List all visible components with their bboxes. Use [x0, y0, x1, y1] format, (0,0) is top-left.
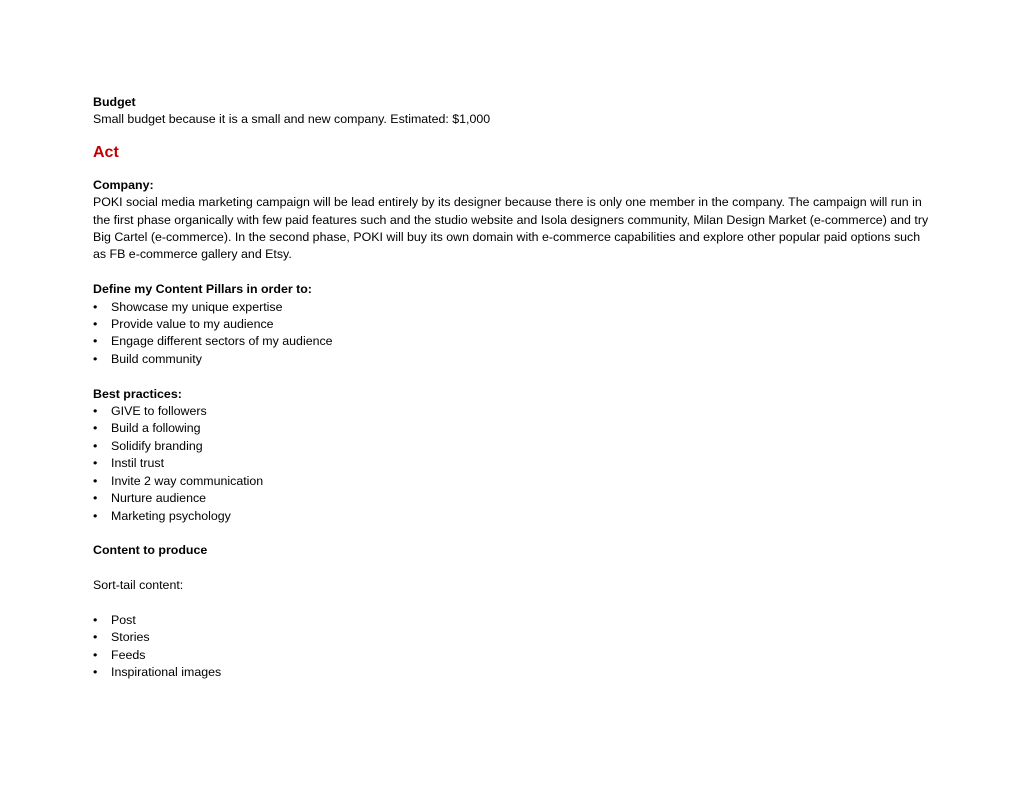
- list-item-text: Engage different sectors of my audience: [111, 334, 333, 349]
- bullet-icon: •: [93, 630, 98, 645]
- pillars-heading: Define my Content Pillars in order to:: [93, 282, 312, 297]
- bullet-icon: •: [93, 404, 98, 419]
- list-item-text: Showcase my unique expertise: [111, 299, 283, 314]
- list-item-text: Stories: [111, 630, 150, 645]
- company-heading: Company:: [93, 177, 154, 192]
- budget-text: Small budget because it is a small and new company. Estimated: $1,000: [93, 112, 491, 127]
- content-list: [93, 612, 933, 682]
- bullet-icon: •: [93, 351, 98, 366]
- spacer: [93, 264, 933, 281]
- list-item: [93, 612, 933, 629]
- spacer: [93, 595, 933, 612]
- list-item-text: Instil trust: [111, 456, 165, 471]
- list-item-text: Nurture audience: [111, 491, 207, 506]
- practices-list: [93, 403, 933, 525]
- list-item-text: Invite 2 way communication: [111, 473, 264, 488]
- list-item: [93, 455, 933, 472]
- bullet-icon: •: [93, 456, 98, 471]
- list-item-text: Build a following: [111, 421, 201, 436]
- list-item: [93, 351, 933, 368]
- list-item-text: Solidify branding: [111, 438, 203, 453]
- list-item: [93, 420, 933, 437]
- list-item-text: Feeds: [111, 647, 146, 662]
- list-item: [93, 490, 933, 507]
- spacer: [93, 525, 933, 542]
- list-item-text: Provide value to my audience: [111, 317, 274, 332]
- bullet-icon: •: [93, 647, 98, 662]
- list-item-text: Build community: [111, 351, 202, 366]
- list-item: [93, 473, 933, 490]
- bullet-icon: •: [93, 421, 98, 436]
- practices-heading: Best practices:: [93, 386, 182, 401]
- spacer: [93, 560, 933, 577]
- list-item: [93, 664, 933, 681]
- bullet-icon: •: [93, 491, 98, 506]
- content-subheading: Sort-tail content:: [93, 578, 184, 593]
- list-item-text: GIVE to followers: [111, 404, 207, 419]
- bullet-icon: •: [93, 334, 98, 349]
- bullet-icon: •: [93, 299, 98, 314]
- list-item-text: Marketing psychology: [111, 508, 231, 523]
- content-heading: Content to produce: [93, 543, 208, 558]
- act-heading: Act: [93, 143, 119, 161]
- bullet-icon: •: [93, 508, 98, 523]
- bullet-icon: •: [93, 317, 98, 332]
- bullet-icon: •: [93, 473, 98, 488]
- budget-heading: Budget: [93, 95, 136, 109]
- spacer: [93, 368, 933, 385]
- pillars-list: [93, 299, 933, 369]
- list-item-text: Post: [111, 612, 136, 627]
- list-item: [93, 629, 933, 646]
- list-item: [93, 299, 933, 316]
- list-item: [93, 316, 933, 333]
- list-item-text: Inspirational images: [111, 665, 222, 680]
- bullet-icon: •: [93, 438, 98, 453]
- list-item: [93, 438, 933, 455]
- bullet-icon: •: [93, 665, 98, 680]
- company-text: POKI social media marketing campaign will be lead entirely by its designer because there is only one member in the company. The campaign will run in the first phase organically with few paid features such and the studio website and Isola designers community, Milan Design Market (e-commerce) and try Big Cartel (e-commerce). In the second phase, POKI will buy its own domain with e-commerce capabilities and explore other popular paid options such as FB e-commerce gallery and Etsy.: [93, 195, 929, 262]
- document-page: [93, 94, 933, 682]
- list-item: [93, 508, 933, 525]
- bullet-icon: •: [93, 612, 98, 627]
- list-item: [93, 647, 933, 664]
- list-item: [93, 403, 933, 420]
- list-item: [93, 333, 933, 350]
